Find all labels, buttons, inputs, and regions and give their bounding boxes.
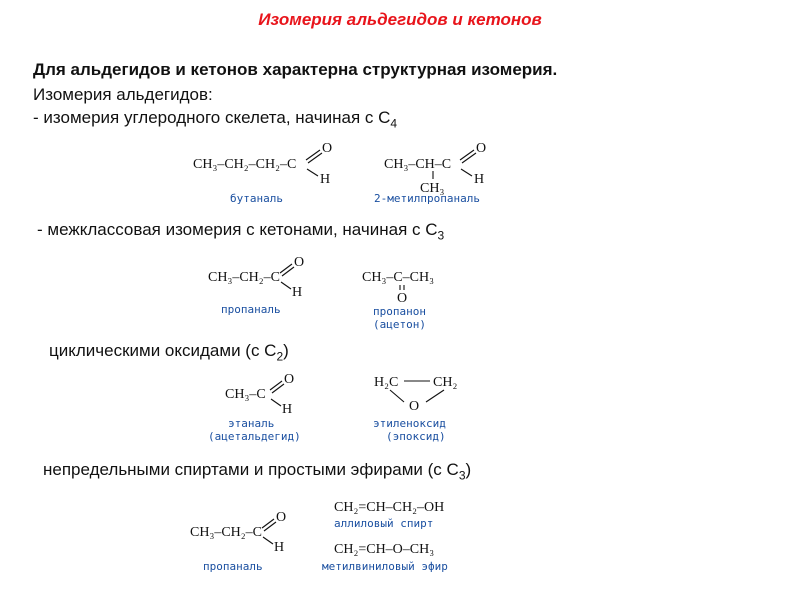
ethylene-oxide-formula <box>373 375 457 443</box>
cyclic-oxides-sub: 2 <box>276 349 284 364</box>
propanal1-h: H <box>292 285 303 300</box>
butanal-h: H <box>320 172 331 187</box>
interclass-text: - межклассовая изомерия с кетонами, начиная с C <box>37 220 438 239</box>
methyl-vinyl-ether-formula <box>322 542 448 573</box>
methylpropanal-o: O <box>476 141 487 156</box>
cyclic-oxides-after: ) <box>283 341 289 360</box>
ethylene-oxide-right: CH₂ <box>433 375 458 390</box>
methylpropanal-h: H <box>474 172 485 187</box>
ethanal-chain: CH₃–C <box>225 387 266 402</box>
ethanal-o: O <box>284 372 295 387</box>
lead-statement: Для альдегидов и кетонов характерна структурная изомерия. <box>33 60 558 79</box>
allyl-alcohol-formula-text: CH₂=CH–CH₂–OH <box>334 500 445 515</box>
propanone-chain: CH₃–C–CH₃ <box>362 270 434 285</box>
ethanal-formula <box>208 372 301 443</box>
unsaturated-after: ) <box>465 460 472 479</box>
methyl-vinyl-ether-label: метилвиниловый эфир <box>322 560 448 573</box>
ethylene-oxide-label2: (эпоксид) <box>386 430 446 443</box>
butanal-label: бутаналь <box>230 192 283 205</box>
propanal1-chain: CH₃–CH₂–C <box>208 270 280 285</box>
methylpropanal-formula <box>374 141 486 205</box>
butanal-chain: CH₃–CH₂–CH₂–C <box>193 157 297 172</box>
propanone-formula <box>362 270 434 331</box>
propanal-formula-2 <box>190 510 286 573</box>
ethylene-oxide-label1: этиленоксид <box>373 417 446 430</box>
propanone-label1: пропанон <box>373 305 426 318</box>
carbon-skeleton-text: - изомерия углеродного скелета, начиная с C <box>33 108 391 127</box>
methyl-vinyl-ether-formula-text: CH₂=CH–O–CH₃ <box>334 542 435 557</box>
propanal2-o: O <box>276 510 287 525</box>
propanal2-h: H <box>274 540 285 555</box>
unsaturated-text: непредельными спиртами и простыми эфирами (с C <box>43 460 459 479</box>
methylpropanal-chain: CH₃–CH–C <box>384 157 452 172</box>
ethanal-label2: (ацетальдегид) <box>208 430 301 443</box>
butanal-o: O <box>322 141 333 156</box>
unsaturated-sub: 3 <box>458 468 466 483</box>
propanal-formula-1 <box>208 255 304 316</box>
carbon-skeleton-sub: 4 <box>390 116 398 131</box>
propanal2-label: пропаналь <box>203 560 263 573</box>
ethylene-oxide-left: H₂C <box>374 375 399 390</box>
ethylene-oxide-o: O <box>409 399 420 414</box>
propanone-o: O <box>397 291 408 306</box>
aldehyde-isomerism-heading: Изомерия альдегидов: <box>33 85 213 104</box>
allyl-alcohol-formula <box>334 500 444 530</box>
propanal1-o: O <box>294 255 305 270</box>
propanal2-chain: CH₃–CH₂–C <box>190 525 262 540</box>
cyclic-oxides-text: циклическими оксидами (с C <box>49 341 277 360</box>
propanone-label2: (ацетон) <box>373 318 426 331</box>
ethanal-h: H <box>282 402 293 417</box>
ethanal-label1: этаналь <box>228 417 275 430</box>
propanal1-label: пропаналь <box>221 303 281 316</box>
allyl-alcohol-label: аллиловый спирт <box>334 517 434 530</box>
page-title: Изомерия альдегидов и кетонов <box>258 10 542 29</box>
methylpropanal-branch: CH₃ <box>420 181 445 196</box>
interclass-sub: 3 <box>437 228 445 243</box>
butanal-formula <box>193 141 332 205</box>
methylpropanal-label: 2-метилпропаналь <box>374 192 480 205</box>
